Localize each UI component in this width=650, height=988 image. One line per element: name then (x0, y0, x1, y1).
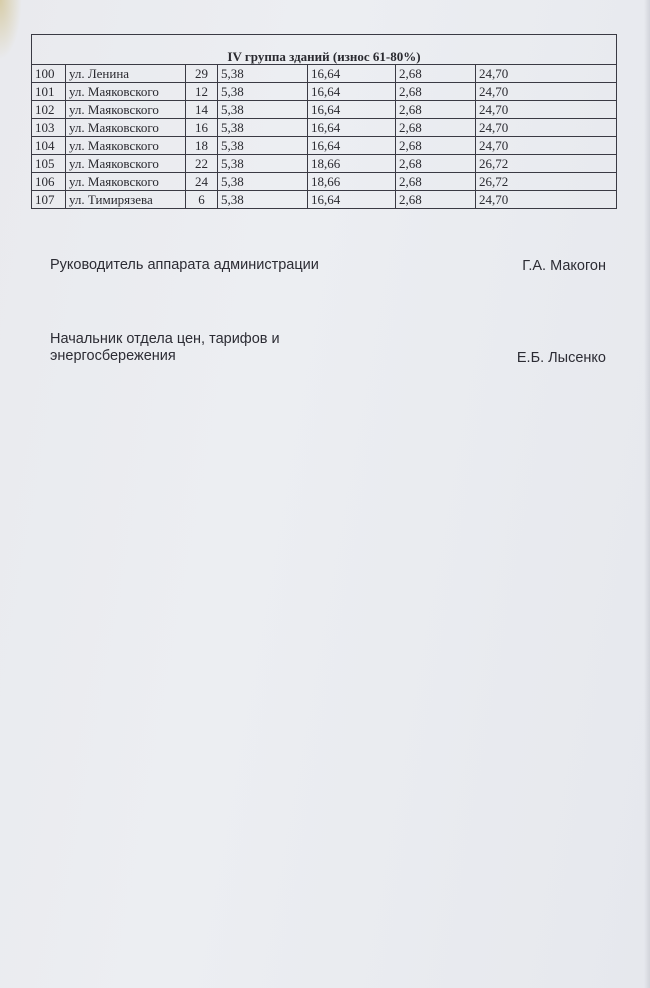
row-number: 100 (32, 65, 66, 83)
table-row (32, 137, 617, 155)
house-number: 16 (186, 119, 218, 137)
tariff-value: 2,68 (396, 155, 476, 173)
tariff-value: 16,64 (308, 119, 396, 137)
tariff-value: 16,64 (308, 191, 396, 209)
table-row (32, 155, 617, 173)
table-row (32, 191, 617, 209)
street-name: ул. Тимирязева (66, 191, 186, 209)
row-number: 106 (32, 173, 66, 191)
tariff-value: 2,68 (396, 191, 476, 209)
tariff-value: 5,38 (218, 155, 308, 173)
house-number: 18 (186, 137, 218, 155)
table-row (32, 119, 617, 137)
total-value: 24,70 (476, 101, 617, 119)
tariff-value: 5,38 (218, 101, 308, 119)
house-number: 6 (186, 191, 218, 209)
tariff-value: 18,66 (308, 173, 396, 191)
group-header-row (32, 35, 617, 65)
total-value: 26,72 (476, 155, 617, 173)
tariff-value: 2,68 (396, 65, 476, 83)
signature-title (50, 257, 319, 274)
tariff-value: 5,38 (218, 137, 308, 155)
page-edge (644, 0, 650, 988)
table-row (32, 101, 617, 119)
tariff-value: 18,66 (308, 155, 396, 173)
page-corner-shadow (0, 0, 22, 60)
street-name: ул. Ленина (66, 65, 186, 83)
row-number: 104 (32, 137, 66, 155)
signature-name: Г.А. Макогон (522, 258, 606, 274)
row-number: 102 (32, 101, 66, 119)
group-title: IV группа зданий (износ 61-80%) (32, 35, 617, 65)
house-number: 14 (186, 101, 218, 119)
house-number: 29 (186, 65, 218, 83)
tariff-value: 16,64 (308, 101, 396, 119)
row-number: 105 (32, 155, 66, 173)
house-number: 22 (186, 155, 218, 173)
table-row (32, 65, 617, 83)
tariff-value: 16,64 (308, 137, 396, 155)
signature-block-head-of-pricing-department (50, 331, 606, 371)
street-name: ул. Маяковского (66, 101, 186, 119)
row-number: 101 (32, 83, 66, 101)
street-name: ул. Маяковского (66, 119, 186, 137)
signature-title-line: Начальник отдела цен, тарифов и (50, 331, 280, 347)
street-name: ул. Маяковского (66, 137, 186, 155)
tariff-value: 5,38 (218, 83, 308, 101)
tariff-value: 5,38 (218, 65, 308, 83)
total-value: 24,70 (476, 119, 617, 137)
street-name: ул. Маяковского (66, 173, 186, 191)
tariff-value: 16,64 (308, 83, 396, 101)
street-name: ул. Маяковского (66, 83, 186, 101)
total-value: 24,70 (476, 65, 617, 83)
tariff-value: 5,38 (218, 173, 308, 191)
house-number: 24 (186, 173, 218, 191)
signature-title-line: Руководитель аппарата администрации (50, 257, 319, 273)
tariff-value: 5,38 (218, 119, 308, 137)
signature-block-head-of-administration (50, 257, 606, 277)
tariff-value: 5,38 (218, 191, 308, 209)
total-value: 24,70 (476, 191, 617, 209)
tariff-value: 2,68 (396, 83, 476, 101)
signature-title (50, 331, 280, 365)
tariff-table (31, 34, 617, 209)
total-value: 24,70 (476, 83, 617, 101)
tariff-value: 2,68 (396, 119, 476, 137)
total-value: 26,72 (476, 173, 617, 191)
tariff-value: 16,64 (308, 65, 396, 83)
row-number: 107 (32, 191, 66, 209)
table-row (32, 83, 617, 101)
tariff-value: 2,68 (396, 101, 476, 119)
row-number: 103 (32, 119, 66, 137)
street-name: ул. Маяковского (66, 155, 186, 173)
total-value: 24,70 (476, 137, 617, 155)
house-number: 12 (186, 83, 218, 101)
tariff-value: 2,68 (396, 173, 476, 191)
signature-name: Е.Б. Лысенко (516, 350, 606, 366)
tariff-value: 2,68 (396, 137, 476, 155)
signature-title-line: энергосбережения (50, 348, 176, 364)
table-row (32, 173, 617, 191)
